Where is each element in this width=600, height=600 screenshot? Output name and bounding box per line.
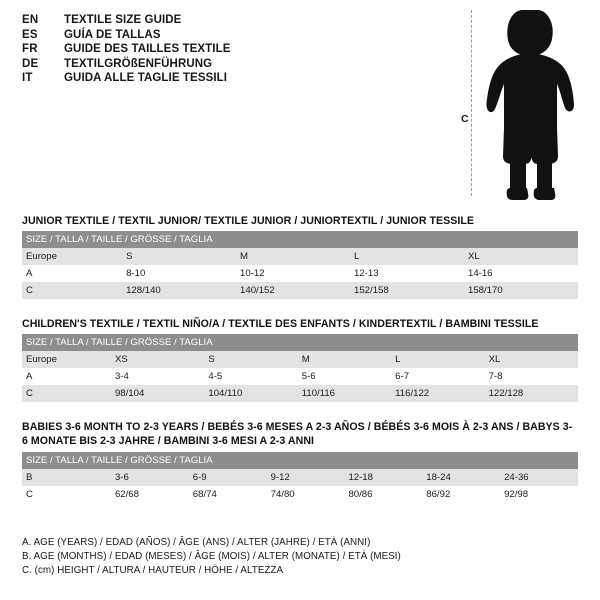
row-label: C: [22, 282, 122, 299]
cell: L: [391, 351, 484, 368]
cell: S: [122, 248, 236, 265]
cell: 3-6: [111, 469, 189, 486]
section-children: [22, 318, 578, 402]
cell: 12-18: [344, 469, 422, 486]
row-label: B: [22, 469, 111, 486]
cell: 7-8: [485, 368, 578, 385]
cell: 5-6: [298, 368, 391, 385]
cell: 152/158: [350, 282, 464, 299]
section-children-title: CHILDREN'S TEXTILE / TEXTIL NIÑO/A / TEXTILE DES ENFANTS / KINDERTEXTIL / BAMBINI TESSILE: [22, 318, 539, 330]
section-babies: [22, 421, 578, 503]
table-row: [22, 351, 578, 368]
legend-block: [22, 536, 578, 578]
table-header-row: [22, 231, 578, 248]
language-title: TEXTILGRÖßENFÜHRUNG: [64, 57, 213, 70]
row-label: Europe: [22, 248, 122, 265]
cell: M: [236, 248, 350, 265]
cell: XL: [464, 248, 578, 265]
cell: 74/80: [267, 486, 345, 503]
row-label: C: [22, 486, 111, 503]
cell: 6-7: [391, 368, 484, 385]
toddler-silhouette-icon: [482, 10, 590, 202]
language-title: GUIDA ALLE TAGLIE TESSILI: [64, 72, 228, 84]
cell: 98/104: [111, 385, 204, 402]
cell: 4-5: [204, 368, 297, 385]
cell: 80/86: [344, 486, 422, 503]
cell: XL: [485, 351, 578, 368]
cell: 104/110: [204, 385, 297, 402]
cell: 86/92: [422, 486, 500, 503]
table-row: [22, 486, 578, 503]
language-row: [22, 72, 442, 84]
language-code: EN: [22, 14, 39, 26]
cell: 68/74: [189, 486, 267, 503]
language-row: [22, 58, 442, 70]
table-row: [22, 469, 578, 486]
height-measurement-figure: [450, 8, 590, 203]
cell: XS: [111, 351, 204, 368]
table-header-label: SIZE / TALLA / TAILLE / GRÖSSE / TAGLIA: [22, 452, 578, 469]
children-size-table: [22, 334, 578, 402]
language-code: DE: [22, 57, 39, 70]
cell: 14-16: [464, 265, 578, 282]
cell: M: [298, 351, 391, 368]
legend-line-a: A. AGE (YEARS) / EDAD (AÑOS) / ÂGE (ANS) / ALTER (JAHRE) / ETÀ (ANNI): [22, 537, 371, 548]
cell: 6-9: [189, 469, 267, 486]
babies-size-table: [22, 452, 578, 503]
section-babies-title: BABIES 3-6 MONTH TO 2-3 YEARS / BEBÉS 3-6 MESES A 2-3 AÑOS / BÉBÉS 3-6 MOIS À 2-3 ANS / BABYS 3-6 MONATE BIS 2-3 JAHRE / BAMBINI 3-6 MESI A 2-3 ANNI: [22, 421, 573, 447]
legend-line-c: C. (cm) HEIGHT / ALTURA / HAUTEUR / HÖHE / ALTEZZA: [22, 565, 284, 576]
cell: 92/98: [500, 486, 578, 503]
language-title-list: [22, 14, 442, 87]
junior-size-table: [22, 231, 578, 299]
table-row: [22, 282, 578, 299]
row-label: A: [22, 265, 122, 282]
language-code: ES: [22, 28, 38, 41]
cell: S: [204, 351, 297, 368]
cell: 8-10: [122, 265, 236, 282]
cell: 128/140: [122, 282, 236, 299]
language-row: [22, 43, 442, 55]
cell: 110/116: [298, 385, 391, 402]
table-header-label: SIZE / TALLA / TAILLE / GRÖSSE / TAGLIA: [22, 231, 578, 248]
section-junior: [22, 215, 578, 299]
table-row: [22, 265, 578, 282]
language-code: IT: [22, 72, 33, 84]
row-label: A: [22, 368, 111, 385]
cell: 24-36: [500, 469, 578, 486]
language-row: [22, 29, 442, 41]
language-row: [22, 14, 442, 26]
cell: 3-4: [111, 368, 204, 385]
cell: 140/152: [236, 282, 350, 299]
language-title: TEXTILE SIZE GUIDE: [64, 14, 182, 26]
row-label: Europe: [22, 351, 111, 368]
language-code: FR: [22, 43, 38, 55]
cell: 18-24: [422, 469, 500, 486]
cell: 116/122: [391, 385, 484, 402]
table-row: [22, 248, 578, 265]
table-row: [22, 385, 578, 402]
table-header-row: [22, 334, 578, 351]
table-header-label: SIZE / TALLA / TAILLE / GRÖSSE / TAGLIA: [22, 334, 578, 351]
cell: 158/170: [464, 282, 578, 299]
section-junior-title: JUNIOR TEXTILE / TEXTIL JUNIOR/ TEXTILE JUNIOR / JUNIORTEXTIL / JUNIOR TESSILE: [22, 215, 475, 227]
cell: L: [350, 248, 464, 265]
cell: 122/128: [485, 385, 578, 402]
language-title: GUÍA DE TALLAS: [64, 28, 161, 41]
table-row: [22, 368, 578, 385]
table-header-row: [22, 452, 578, 469]
measurement-label-c: C: [461, 113, 469, 125]
cell: 10-12: [236, 265, 350, 282]
cell: 62/68: [111, 486, 189, 503]
language-title: GUIDE DES TAILLES TEXTILE: [64, 43, 231, 55]
row-label: C: [22, 385, 111, 402]
legend-line-b: B. AGE (MONTHS) / EDAD (MESES) / ÂGE (MOIS) / ALTER (MONATE) / ETÀ (MESI): [22, 551, 401, 562]
measurement-guide-line: [471, 10, 472, 196]
cell: 9-12: [267, 469, 345, 486]
cell: 12-13: [350, 265, 464, 282]
